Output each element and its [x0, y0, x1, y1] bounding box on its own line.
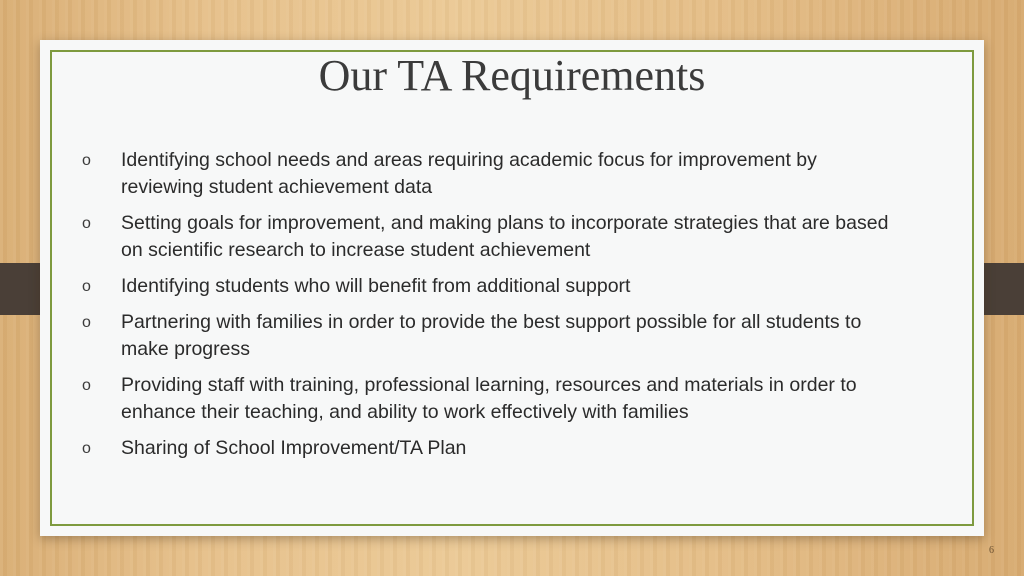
- slide-title: Our TA Requirements: [318, 51, 706, 100]
- bullet-item: [82, 210, 902, 264]
- bullet-text: Partnering with families in order to provide the best support possible for all students to make progress: [121, 311, 862, 360]
- slide-paper: [40, 40, 984, 536]
- bullet-item: [82, 273, 902, 300]
- bullet-text: Setting goals for improvement, and making plans to incorporate strategies that are based on scientific research to increase student achievement: [121, 212, 889, 261]
- bullet-item: [82, 372, 902, 426]
- bullet-marker: o: [82, 440, 91, 457]
- bullet-item: [82, 309, 902, 363]
- bullet-item: [82, 435, 902, 462]
- bullet-text: Providing staff with training, professional learning, resources and materials in order to enhance their teaching, and ability to work effectively with families: [121, 374, 857, 423]
- bullet-marker: o: [82, 215, 91, 232]
- page-number: 6: [989, 545, 994, 556]
- bullet-list: [82, 147, 902, 471]
- bullet-text: Sharing of School Improvement/TA Plan: [121, 437, 467, 459]
- bullet-marker: o: [82, 377, 91, 394]
- bullet-marker: o: [82, 314, 91, 331]
- bullet-text: Identifying school needs and areas requiring academic focus for improvement by reviewing student achievement data: [121, 149, 817, 198]
- bullet-marker: o: [82, 278, 91, 295]
- bullet-item: [82, 147, 902, 201]
- bullet-marker: o: [82, 152, 91, 169]
- bullet-text: Identifying students who will benefit from additional support: [121, 275, 631, 297]
